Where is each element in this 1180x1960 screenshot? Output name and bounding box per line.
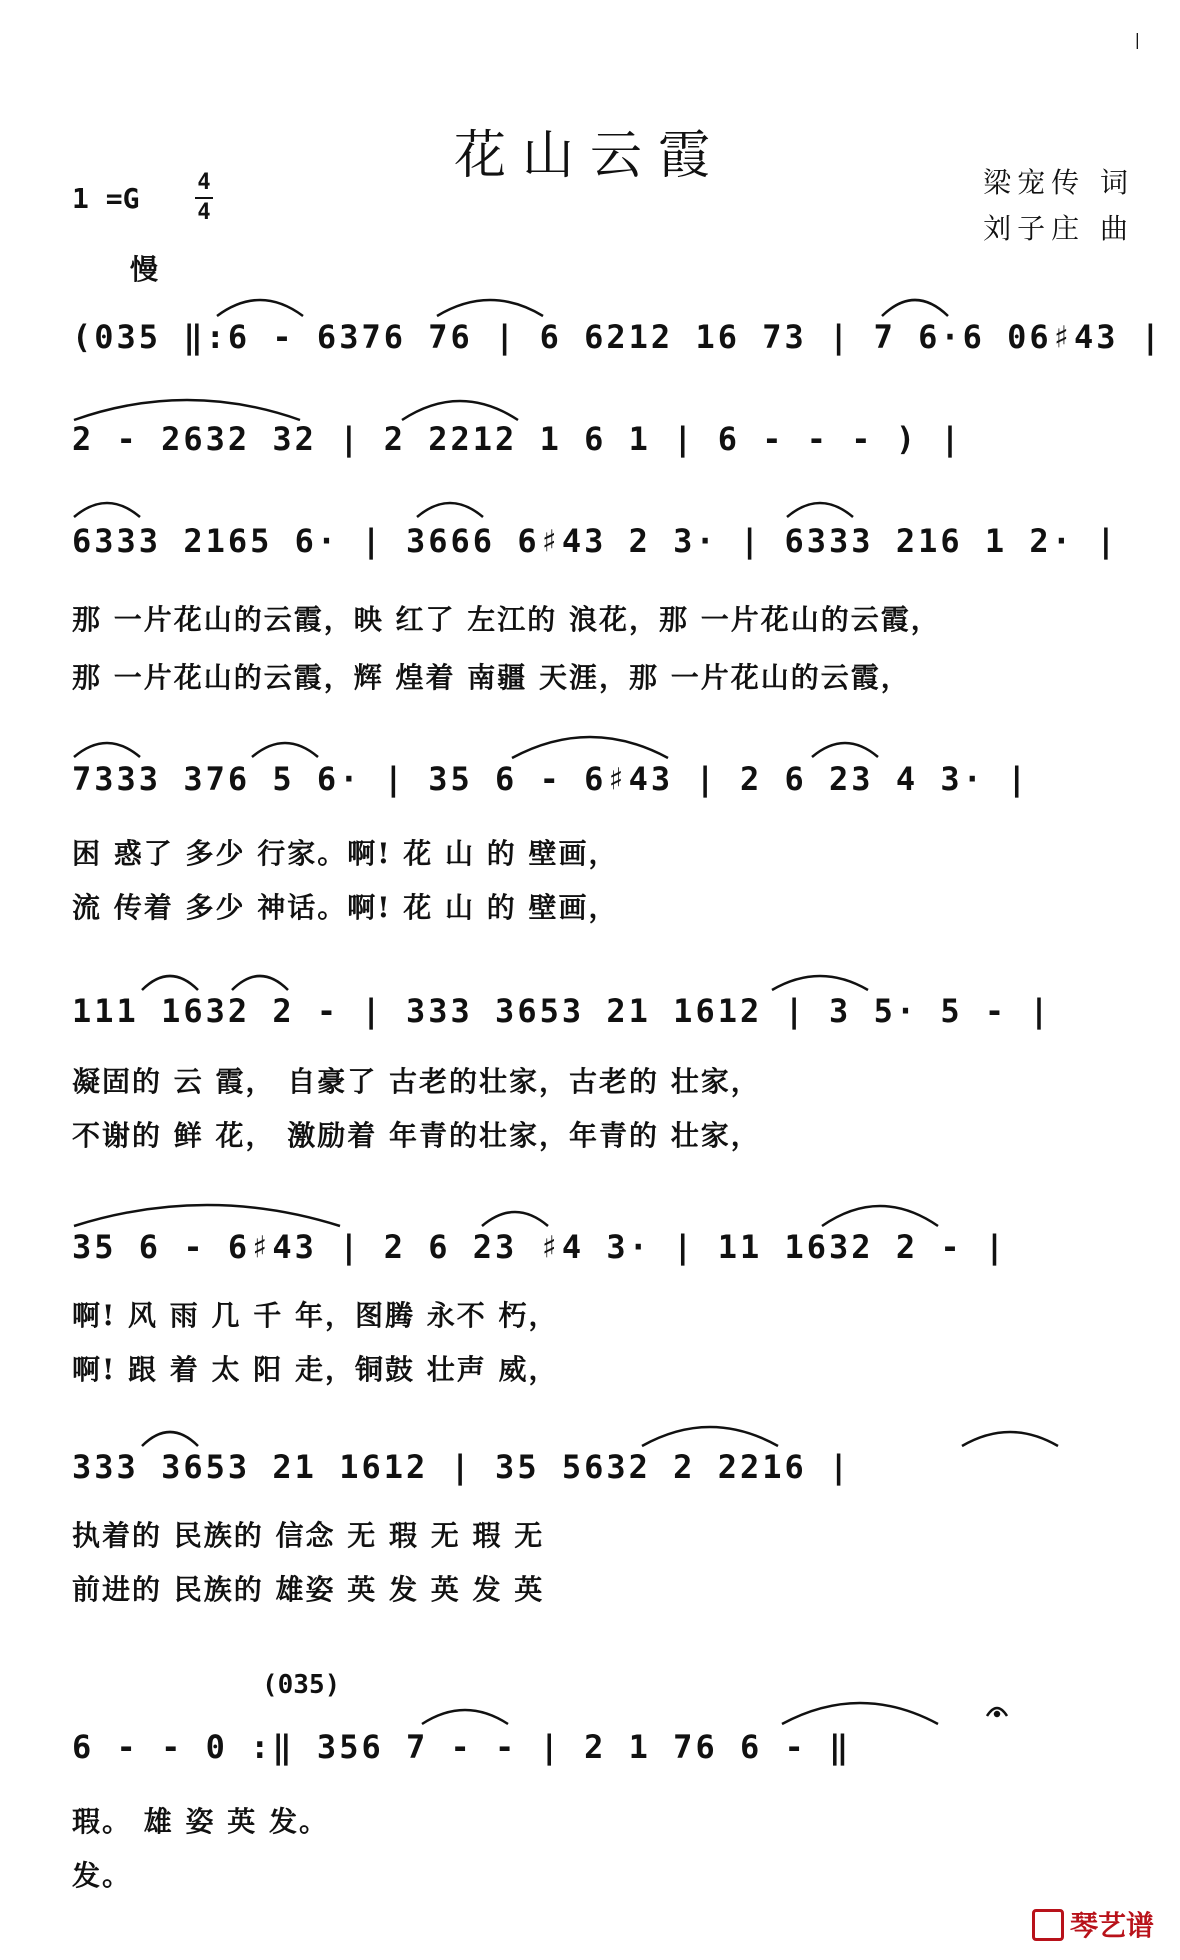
slur [215,290,305,320]
slur [415,495,485,521]
time-signature-bottom: 4 [197,200,211,225]
credits [983,160,1134,252]
system-3-lyrics-verse-1: 那 一片花山的云霞，映 红了 左江的 浪花，那 一片花山的云霞， [72,603,941,636]
slur [770,968,870,994]
slur [72,735,142,761]
slur [640,1418,780,1450]
system-7-lyrics-verse-1: 执着的 民族的 信念 无 瑕 无 瑕 无 [72,1519,545,1552]
system-3-lyrics-verse-2: 那 一片花山的云霞，辉 煌着 南疆 天涯，那 一片花山的云霞， [72,661,911,694]
slur [420,1702,510,1728]
system-8-lyrics-verse-1: 瑕。 雄 姿 英 发。 [72,1805,329,1838]
site-logo [1032,1904,1154,1944]
slur [250,735,320,761]
system-8-lyrics-verse-2: 发。 [72,1859,133,1892]
system-1-notes: (035 ‖:6 - 6376 76 | 6 6212 16 73 | 7 6·6 06♯43 | [72,318,1164,356]
system-5-notes: 111 1632 2 - | 333 3653 21 1612 | 3 5· 5 - | [72,992,1052,1030]
slur [72,390,302,424]
time-signature-divider [195,197,213,199]
slur [810,735,880,761]
system-4-lyrics-verse-2: 流 传着 多少 神话。啊! 花 山 的 壁画， [72,891,619,924]
slur [435,290,545,320]
slur [820,1196,940,1230]
system-8-notes: 6 - - 0 :‖ 356 7 - - | 2 1 76 6 - ‖ [72,1728,852,1766]
system-6-lyrics-verse-2: 啊! 跟 着 太 阳 走，铜鼓 壮声 威， [72,1353,559,1386]
system-6-lyrics-verse-1: 啊! 风 雨 几 千 年，图腾 永不 朽， [72,1299,559,1332]
system-7-notes: 333 3653 21 1612 | 35 5632 2 2216 | [72,1448,852,1486]
slur [230,968,290,994]
logo-text: 琴艺谱 [1070,1910,1155,1941]
tempo-marking: 慢 [130,253,159,286]
slur [510,728,670,762]
system-3-notes: 6333 2165 6· | 3666 6♯43 2 3· | 6333 216 1 2· | [72,522,1119,560]
lyricist-credit: 梁宠传 词 [983,166,1134,199]
system-5-lyrics-verse-1: 凝固的 云 霞， 自豪了 古老的壮家，古老的 壮家， [72,1065,761,1098]
system-2-notes: 2 - 2632 32 | 2 2212 1 6 1 | 6 - - - ) | [72,420,963,458]
time-signature-top: 4 [197,170,211,195]
slur [880,290,950,320]
slur [960,1424,1060,1450]
system-4-notes: 7333 376 5 6· | 35 6 - 6♯43 | 2 6 23 4 3· | [72,760,1030,798]
slur [140,1424,200,1450]
slur [72,495,142,521]
slur [480,1204,550,1230]
logo-icon [1032,1909,1064,1941]
time-signature [195,170,213,226]
key-signature: 1 =G [72,182,140,215]
system-4-lyrics-verse-1: 困 惑了 多少 行家。啊! 花 山 的 壁画， [72,837,619,870]
slur [785,495,855,521]
system-7-lyrics-verse-2: 前进的 民族的 雄姿 英 发 英 发 英 [72,1573,545,1606]
fermata [985,1700,1009,1720]
composer-credit: 刘子庄 曲 [983,212,1134,245]
slur [72,1196,342,1230]
system-6-notes: 35 6 - 6♯43 | 2 6 23 ♯4 3· | 11 1632 2 - | [72,1228,1008,1266]
system-5-lyrics-verse-2: 不谢的 鲜 花， 激励着 年青的壮家，年青的 壮家， [72,1119,761,1152]
slur [140,968,200,994]
page-mark: | [1134,30,1140,49]
slur [780,1694,940,1728]
slur [400,390,520,424]
song-title: 花山云霞 [453,125,726,186]
repeat-pickup: (035) [262,1670,341,1700]
